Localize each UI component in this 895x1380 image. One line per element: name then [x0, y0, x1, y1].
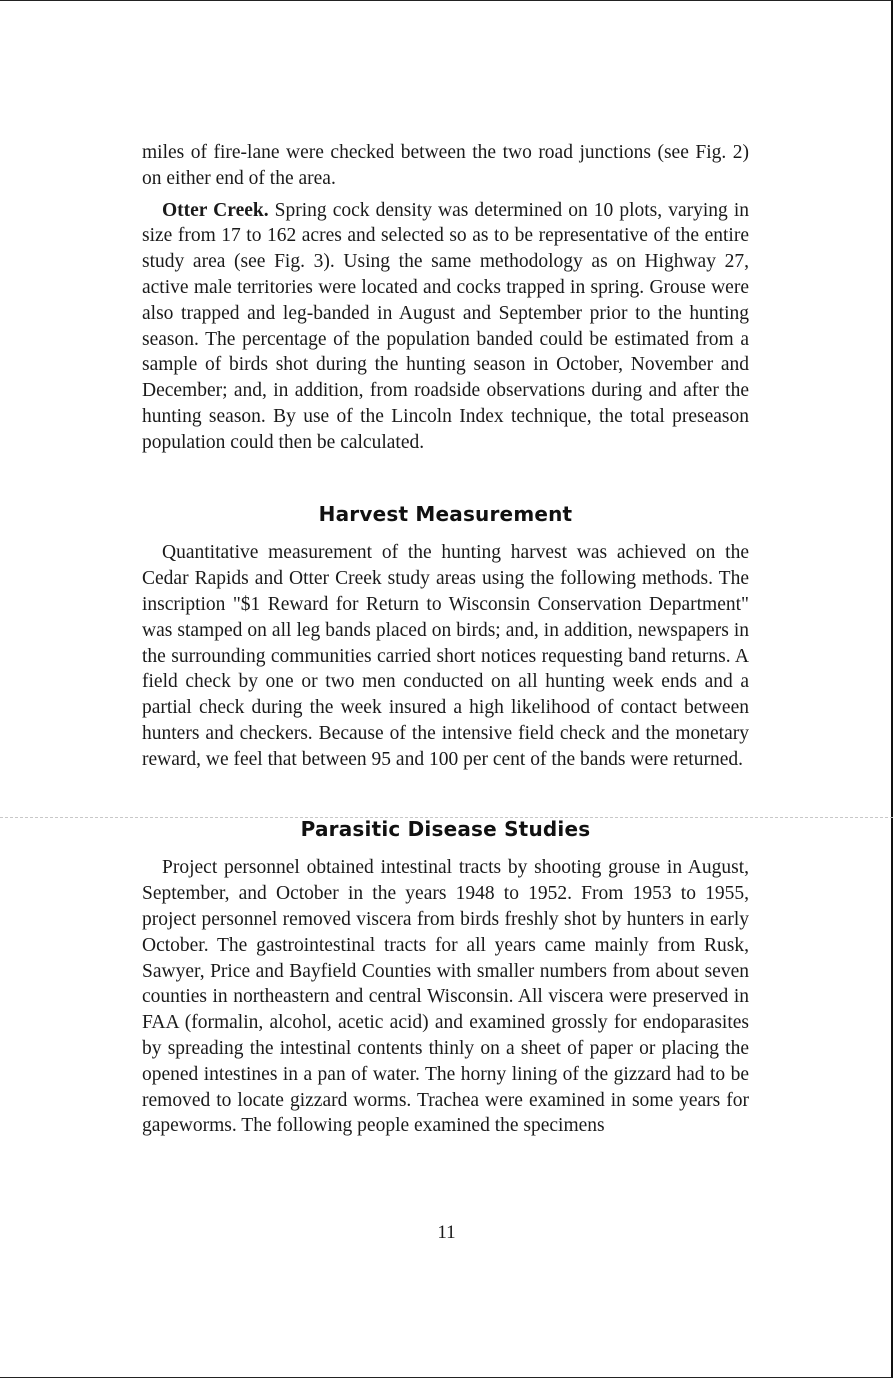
paragraph-otter-creek — [142, 198, 749, 456]
page-number: 11 — [437, 1222, 456, 1243]
paragraph-harvest: Quantitative measurement of the hunting harvest was achieved on the Cedar Rapids and Otter Creek study areas using the following methods. The inscription "$1 Reward for Return to Wisconsin Conservation Department" was stamped on all leg bands placed on birds; and, in addition, newspapers in the surrounding communities carried short notices requesting band returns. A field check by one or two men conducted on all hunting week ends and a partial check during the week insured a high likelihood of contact between hunters and checkers. Because of the intensive field check and the monetary reward, we feel that between 95 and 100 per cent of the bands were returned. — [142, 542, 749, 770]
paragraph-parasitic: Project personnel obtained intestinal tracts by shooting grouse in August, September, and October in the years 1948 to 1952. From 1953 to 1955, project personnel removed viscera from birds freshly shot by hunters in early October. The gastrointestinal tracts for all years came mainly from Rusk, Sawyer, Price and Bayfield Counties with smaller numbers from about seven counties in northeastern and central Wisconsin. All viscera were preserved in FAA (formalin, alcohol, acetic acid) and examined grossly for endoparasites by spreading the intestinal contents thinly on a sheet of paper or placing the opened intestines in a pan of water. The horny lining of the gizzard had to be removed to locate gizzard worms. Trachea were examined in some years for gapeworms. The following people examined the specimens — [142, 857, 749, 1137]
section-heading-parasitic: Parasitic Disease Studies — [300, 816, 591, 841]
paragraph-intro: miles of fire-lane were checked between the two road junctions (see Fig. 2) on either end of the area. — [142, 142, 749, 189]
page-body — [142, 140, 749, 1139]
otter-creek-text: Spring cock density was determined on 10 plots, varying in size from 17 to 162 acres and selected so as to be representative of the entire study area (see Fig. 3). Using the same methodology as on Highway 27, active male territories were located and cocks trapped in spring. Grouse were also trapped and leg-banded in August and September prior to the hunting season. The percentage of the population banded could be estimated from a sample of birds shot during the hunting season in October, November and December; and, in addition, from roadside observations during and after the hunting season. By use of the Lincoln Index technique, the total preseason population could then be calculated. — [142, 199, 750, 453]
section-heading-harvest: Harvest Measurement — [318, 501, 573, 526]
run-in-heading-otter-creek: Otter Creek. — [162, 199, 269, 221]
